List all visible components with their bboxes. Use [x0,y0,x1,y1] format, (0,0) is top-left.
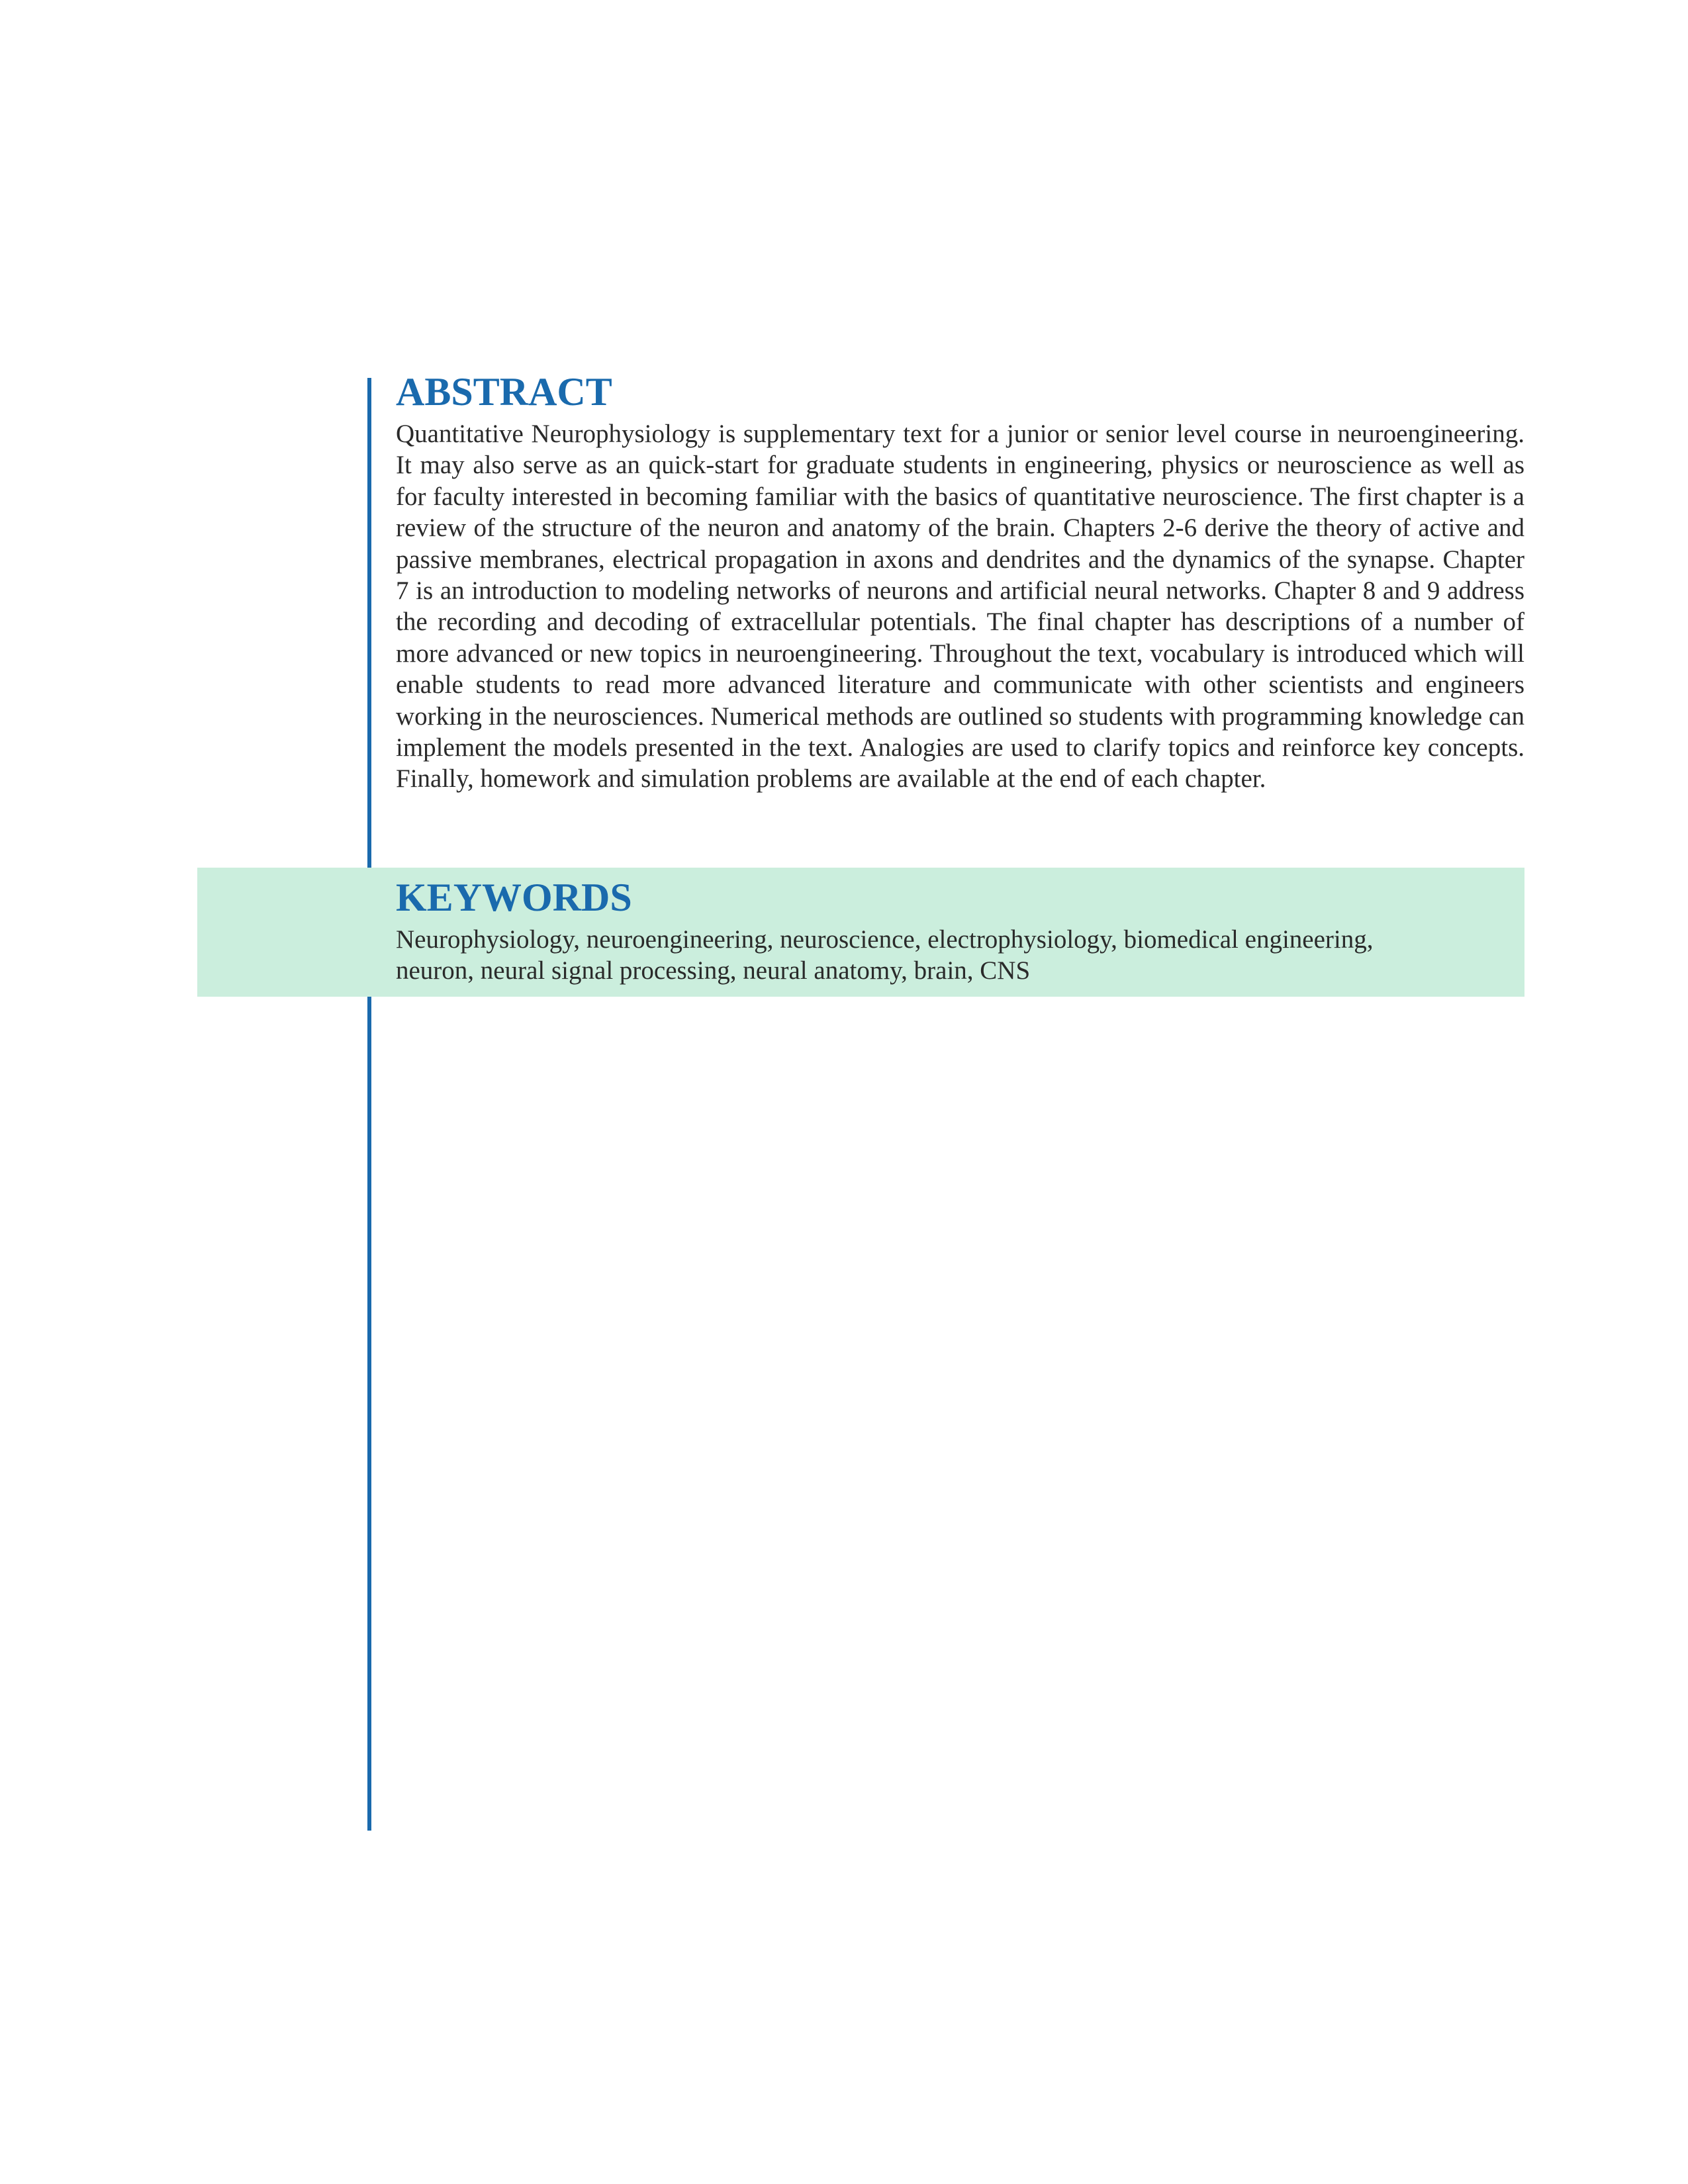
keywords-text: Neurophysiology, neuroengineering, neuroscience, electrophysiology, biomedical engineering, neuron, neural signal processing, neural anatomy, brain, CNS [396,925,1374,985]
keywords-section [197,868,1524,997]
keywords-heading: KEYWORDS [396,876,632,919]
abstract-text: Quantitative Neurophysiology is supplementary text for a junior or senior level course in neuroengineering. It may also serve as an quick-start for graduate students in engineering, physics or neuroscience as well as for faculty interested in becoming familiar with the basics of quantitative neuroscience. The first chapter is a review of the structure of the neuron and anatomy of the brain. Chapters 2-6 derive the theory of active and passive membranes, electrical propagation in axons and dendrites and the dynamics of the synapse. Chapter 7 is an introduction to modeling networks of neurons and artificial neural networks. Chapter 8 and 9 address the recording and decoding of extracellular potentials. The final chapter has descriptions of a number of more advanced or new topics in neuroengineering. Throughout the text, vocabulary is introduced which will enable students to read more advanced literature and communicate with other scientists and engineers working in the neurosciences. Numerical methods are outlined so students with programming knowledge can implement the models presented in the text. Analogies are used to clarify topics and reinforce key concepts. Finally, homework and simulation problems are available at the end of each chapter. [396,420,1524,794]
abstract-section [396,365,1524,795]
keywords-content [396,871,1455,986]
abstract-heading: ABSTRACT [396,370,612,414]
vertical-accent-rule [367,378,371,1831]
